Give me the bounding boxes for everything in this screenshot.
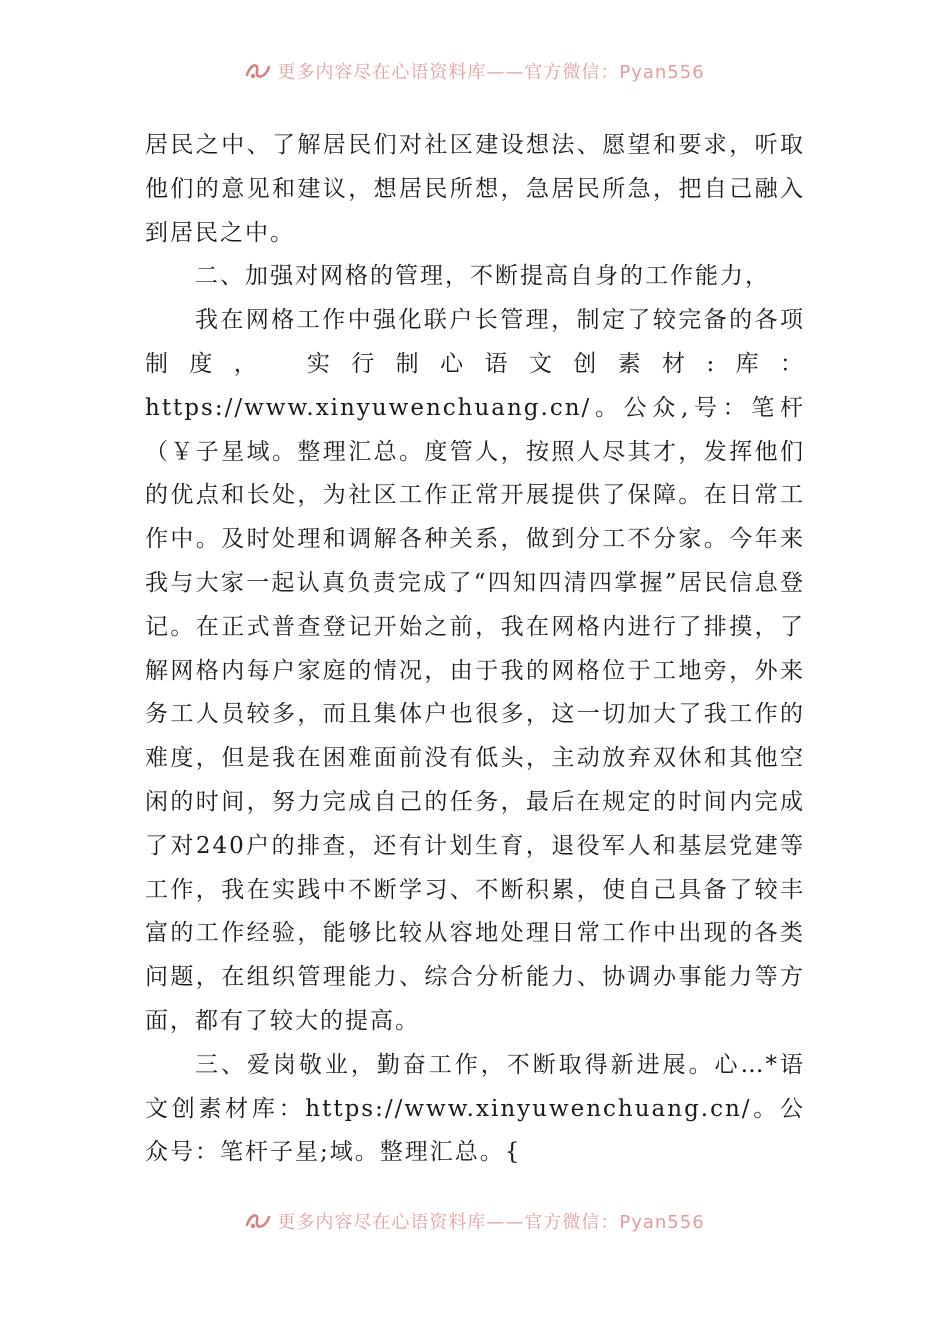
paragraph-1: 居民之中、了解居民们对社区建设想法、愿望和要求，听取他们的意见和建议，想居民所想，急居民所急，把自己融入到居民之中。 [145, 132, 805, 246]
logo-icon [245, 61, 271, 86]
paragraph-3: 我在网格工作中强化联户长管理，制定了较完备的各项制度， 实行制心语文创素材:库： https://www.xinyuwenchuang.cn/。公众,号：笔杆（￥子星域。整理汇总。度管人，按照人尽其才，发挥他们的优点和长处，为社区工作正常开展提供了保障。在日常工作中。及时处理和调解各种关系，做到分工不分家。今年来我与大家一起认真负责完成了“四知四清四掌握”居民信息登记。在正式普查登记开始之前，我在网格内进行了排摸，了解网格内每户家庭的情况，由于我的网格位于工地旁，外来务工人员较多，而且集体户也很多，这一切加大了我工作的难度，但是我在困难面前没有低头，主动放弃双休和其他空闲的时间，努力完成自己的任务，最后在规定的时间内完成了对240户的排查，还有计划生育，退役军人和基层党建等工作，我在实践中不断学习、不断积累，使自己具备了较丰富的工作经验，能够比较从容地处理日常工作中出现的各类问题，在组织管理能力、综合分析能力、协调办事能力等方面，都有了较大的提高。 [145, 307, 805, 1034]
footer-watermark [0, 1208, 950, 1236]
paragraph-4: 三、爱岗敬业，勤奋工作，不断取得新进展。心…*语文创素材库：https://www.xinyuwenchuang.cn/。公众号：笔杆子星;域。整理汇总。{ [145, 1051, 805, 1166]
watermark-text: 更多内容尽在心语资料库——官方微信：Pyan556 [277, 1212, 705, 1233]
logo-icon [245, 1211, 271, 1236]
watermark-text: 更多内容尽在心语资料库——官方微信：Pyan556 [277, 62, 705, 83]
header-watermark [0, 58, 950, 86]
document-body [145, 124, 805, 1175]
paragraph-2: 二、加强对网格的管理，不断提高自身的工作能力， [195, 263, 770, 290]
